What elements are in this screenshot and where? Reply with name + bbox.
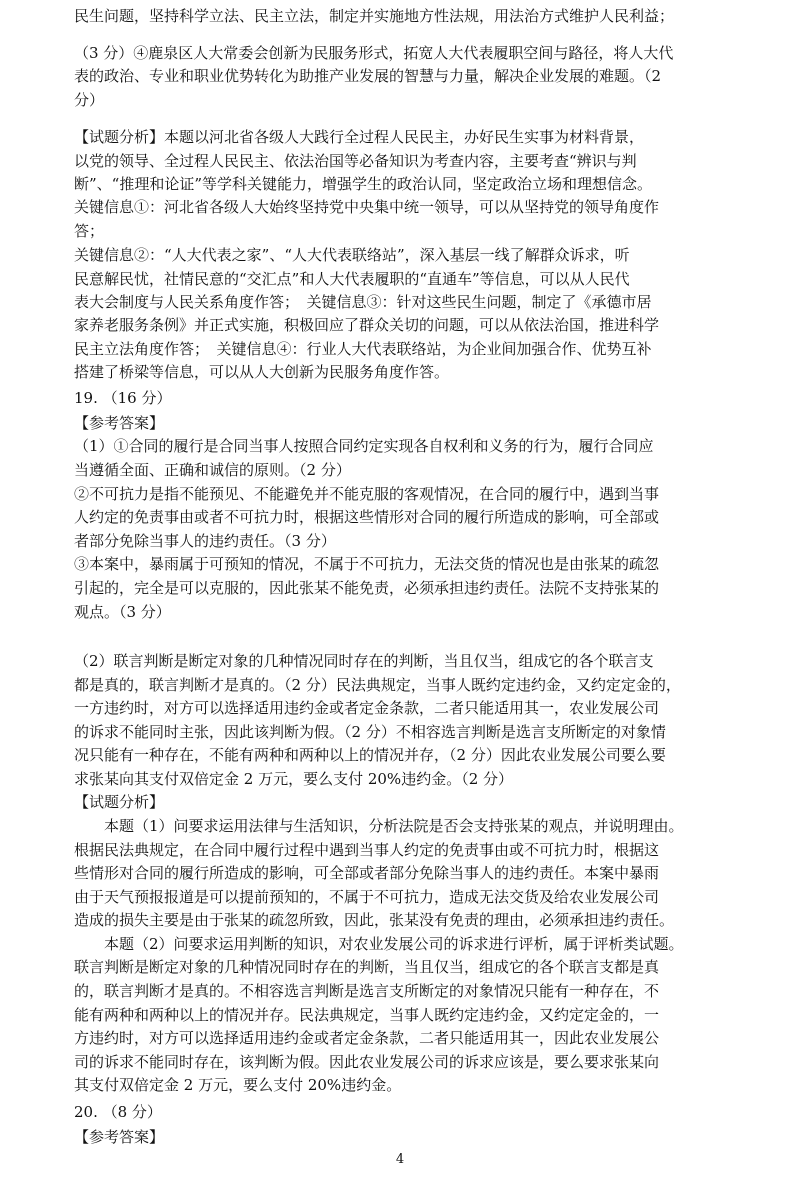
text-line: 【试题分析】	[74, 793, 165, 811]
text-line: 答；	[74, 222, 105, 240]
text-line: 造成的损失主要是由于张某的疏忽所致，因此，张某没有免责的理由，必须承担违约责任。	[74, 911, 675, 929]
text-line: 民主立法角度作答； 关键信息④：行业人大代表联络站，为企业间加强合作、优势互补	[74, 340, 652, 358]
text-line: 司的诉求不能同时存在，该判断为假。因此农业发展公司的诉求应该是，要么要求张某向	[74, 1053, 660, 1071]
text-line: 况只能有一种存在，不能有两种和两种以上的情况并存，（2 分）因此农业发展公司要么要	[74, 746, 666, 764]
text-line: 家养老服务条例》并正式实施，积极回应了群众关切的问题，可以从依法治国，推进科学	[74, 316, 660, 334]
text-line: ②不可抗力是指不能预见、不能避免并不能克服的客观情况，在合同的履行中，遇到当事	[74, 485, 660, 503]
text-line: 都是真的，联言判断才是真的。（2 分）民法典规定，当事人既约定违约金，又约定定金的，	[74, 676, 681, 694]
text-line: 者部分免除当事人的违约责任。（3 分）	[74, 532, 336, 550]
text-line: 其支付双倍定金 2 万元，要么支付 20%违约金。	[74, 1076, 402, 1094]
text-line: 的诉求不能同时主张，因此该判断为假。（2 分）不相容选言判断是选言支所断定的对象情	[74, 723, 666, 741]
text-line: 当遵循全面、正确和诚信的原则。（2 分）	[74, 461, 351, 479]
text-line: 民意解民忧，社情民意的“交汇点”和人大代表履职的“直通车”等信息，可以从人民代	[74, 270, 630, 288]
text-line: 一方违约时，对方可以选择适用违约金或者定金条款，二者只能适用其一，农业发展公司	[74, 699, 660, 717]
text-line: 些情形对合同的履行所造成的影响，可全部或者部分免除当事人的违约责任。本案中暴雨	[74, 864, 660, 882]
text-line: 关键信息①：河北省各级人大始终坚持党中央集中统一领导，可以从坚持党的领导角度作	[74, 198, 660, 216]
text-line: 由于天气预报报道是可以提前预知的，不属于不可抗力，造成无法交货及给农业发展公司	[74, 888, 660, 906]
text-line: 求张某向其支付双倍定金 2 万元，要么支付 20%违约金。（2 分）	[74, 770, 514, 788]
text-line: 分）	[74, 91, 105, 109]
text-line: 人约定的免责事由或者不可抗力时，根据这些情形对合同的履行所造成的影响，可全部或	[74, 508, 660, 526]
text-line: （2）联言判断是断定对象的几种情况同时存在的判断，当且仅当，组成它的各个联言支	[74, 652, 654, 670]
text-line: 表大会制度与人民关系角度作答； 关键信息③：针对这些民生问题，制定了《承德市居	[74, 293, 652, 311]
text-line: 观点。（3 分）	[74, 603, 171, 621]
text-line: 断”、“推理和论证”等学科关键能力，增强学生的政治认同，坚定政治立场和理想信念。	[74, 175, 653, 193]
text-line: 引起的，完全是可以克服的，因此张某不能免责，必须承担违约责任。法院不支持张某的	[74, 579, 660, 597]
text-line: 19. （16 分）	[74, 389, 172, 407]
text-line: （1）①合同的履行是合同当事人按照合同约定实现各自权利和义务的行为，履行合同应	[74, 437, 654, 455]
text-line: 民生问题，坚持科学立法、民主立法，制定并实施地方性法规，用法治方式维护人民利益；	[74, 7, 675, 25]
text-line: 表的政治、专业和职业优势转化为助推产业发展的智慧与力量，解决企业发展的难题。（2	[74, 67, 662, 85]
text-line: 本题（2）问要求运用判断的知识，对农业发展公司的诉求进行评析，属于评析类试题。	[74, 935, 684, 953]
text-line: 【参考答案】	[74, 414, 165, 432]
text-line: 的，联言判断才是真的。不相容选言判断是选言支所断定的对象情况只能有一种存在，不	[74, 982, 660, 1000]
text-line: 本题（1）问要求运用法律与生活知识，分析法院是否会支持张某的观点，并说明理由。	[74, 817, 684, 835]
text-line: 能有两种和两种以上的情况并存。民法典规定，当事人既约定违约金，又约定定金的，一	[74, 1006, 660, 1024]
text-line: 【参考答案】	[74, 1128, 165, 1146]
text-line: 20. （8 分）	[74, 1103, 162, 1121]
text-line: 联言判断是断定对象的几种情况同时存在的判断，当且仅当，组成它的各个联言支都是真	[74, 958, 660, 976]
text-line: 【试题分析】本题以河北省各级人大践行全过程人民民主，办好民生实事为材料背景，	[74, 128, 645, 146]
text-line: ③本案中，暴雨属于可预知的情况，不属于不可抗力，无法交货的情况也是由张某的疏忽	[74, 555, 660, 573]
page-number: 4	[395, 1152, 405, 1167]
text-line: 以党的领导、全过程人民民主、依法治国等必备知识为考查内容，主要考查“辨识与判	[74, 152, 637, 170]
text-line: 根据民法典规定，在合同中履行过程中遇到当事人约定的免责事由或不可抗力时，根据这	[74, 841, 660, 859]
text-line: （3 分）④鹿泉区人大常委会创新为民服务形式，拓宽人大代表履职空间与路径，将人大代	[74, 44, 674, 62]
text-line: 关键信息②：“人大代表之家”、“人大代表联络站”，深入基层一线了解群众诉求，听	[74, 246, 630, 264]
text-line: 搭建了桥梁等信息，可以从人大创新为民服务角度作答。	[74, 363, 450, 381]
text-line: 方违约时，对方可以选择适用违约金或者定金条款，二者只能适用其一，因此农业发展公	[74, 1029, 660, 1047]
